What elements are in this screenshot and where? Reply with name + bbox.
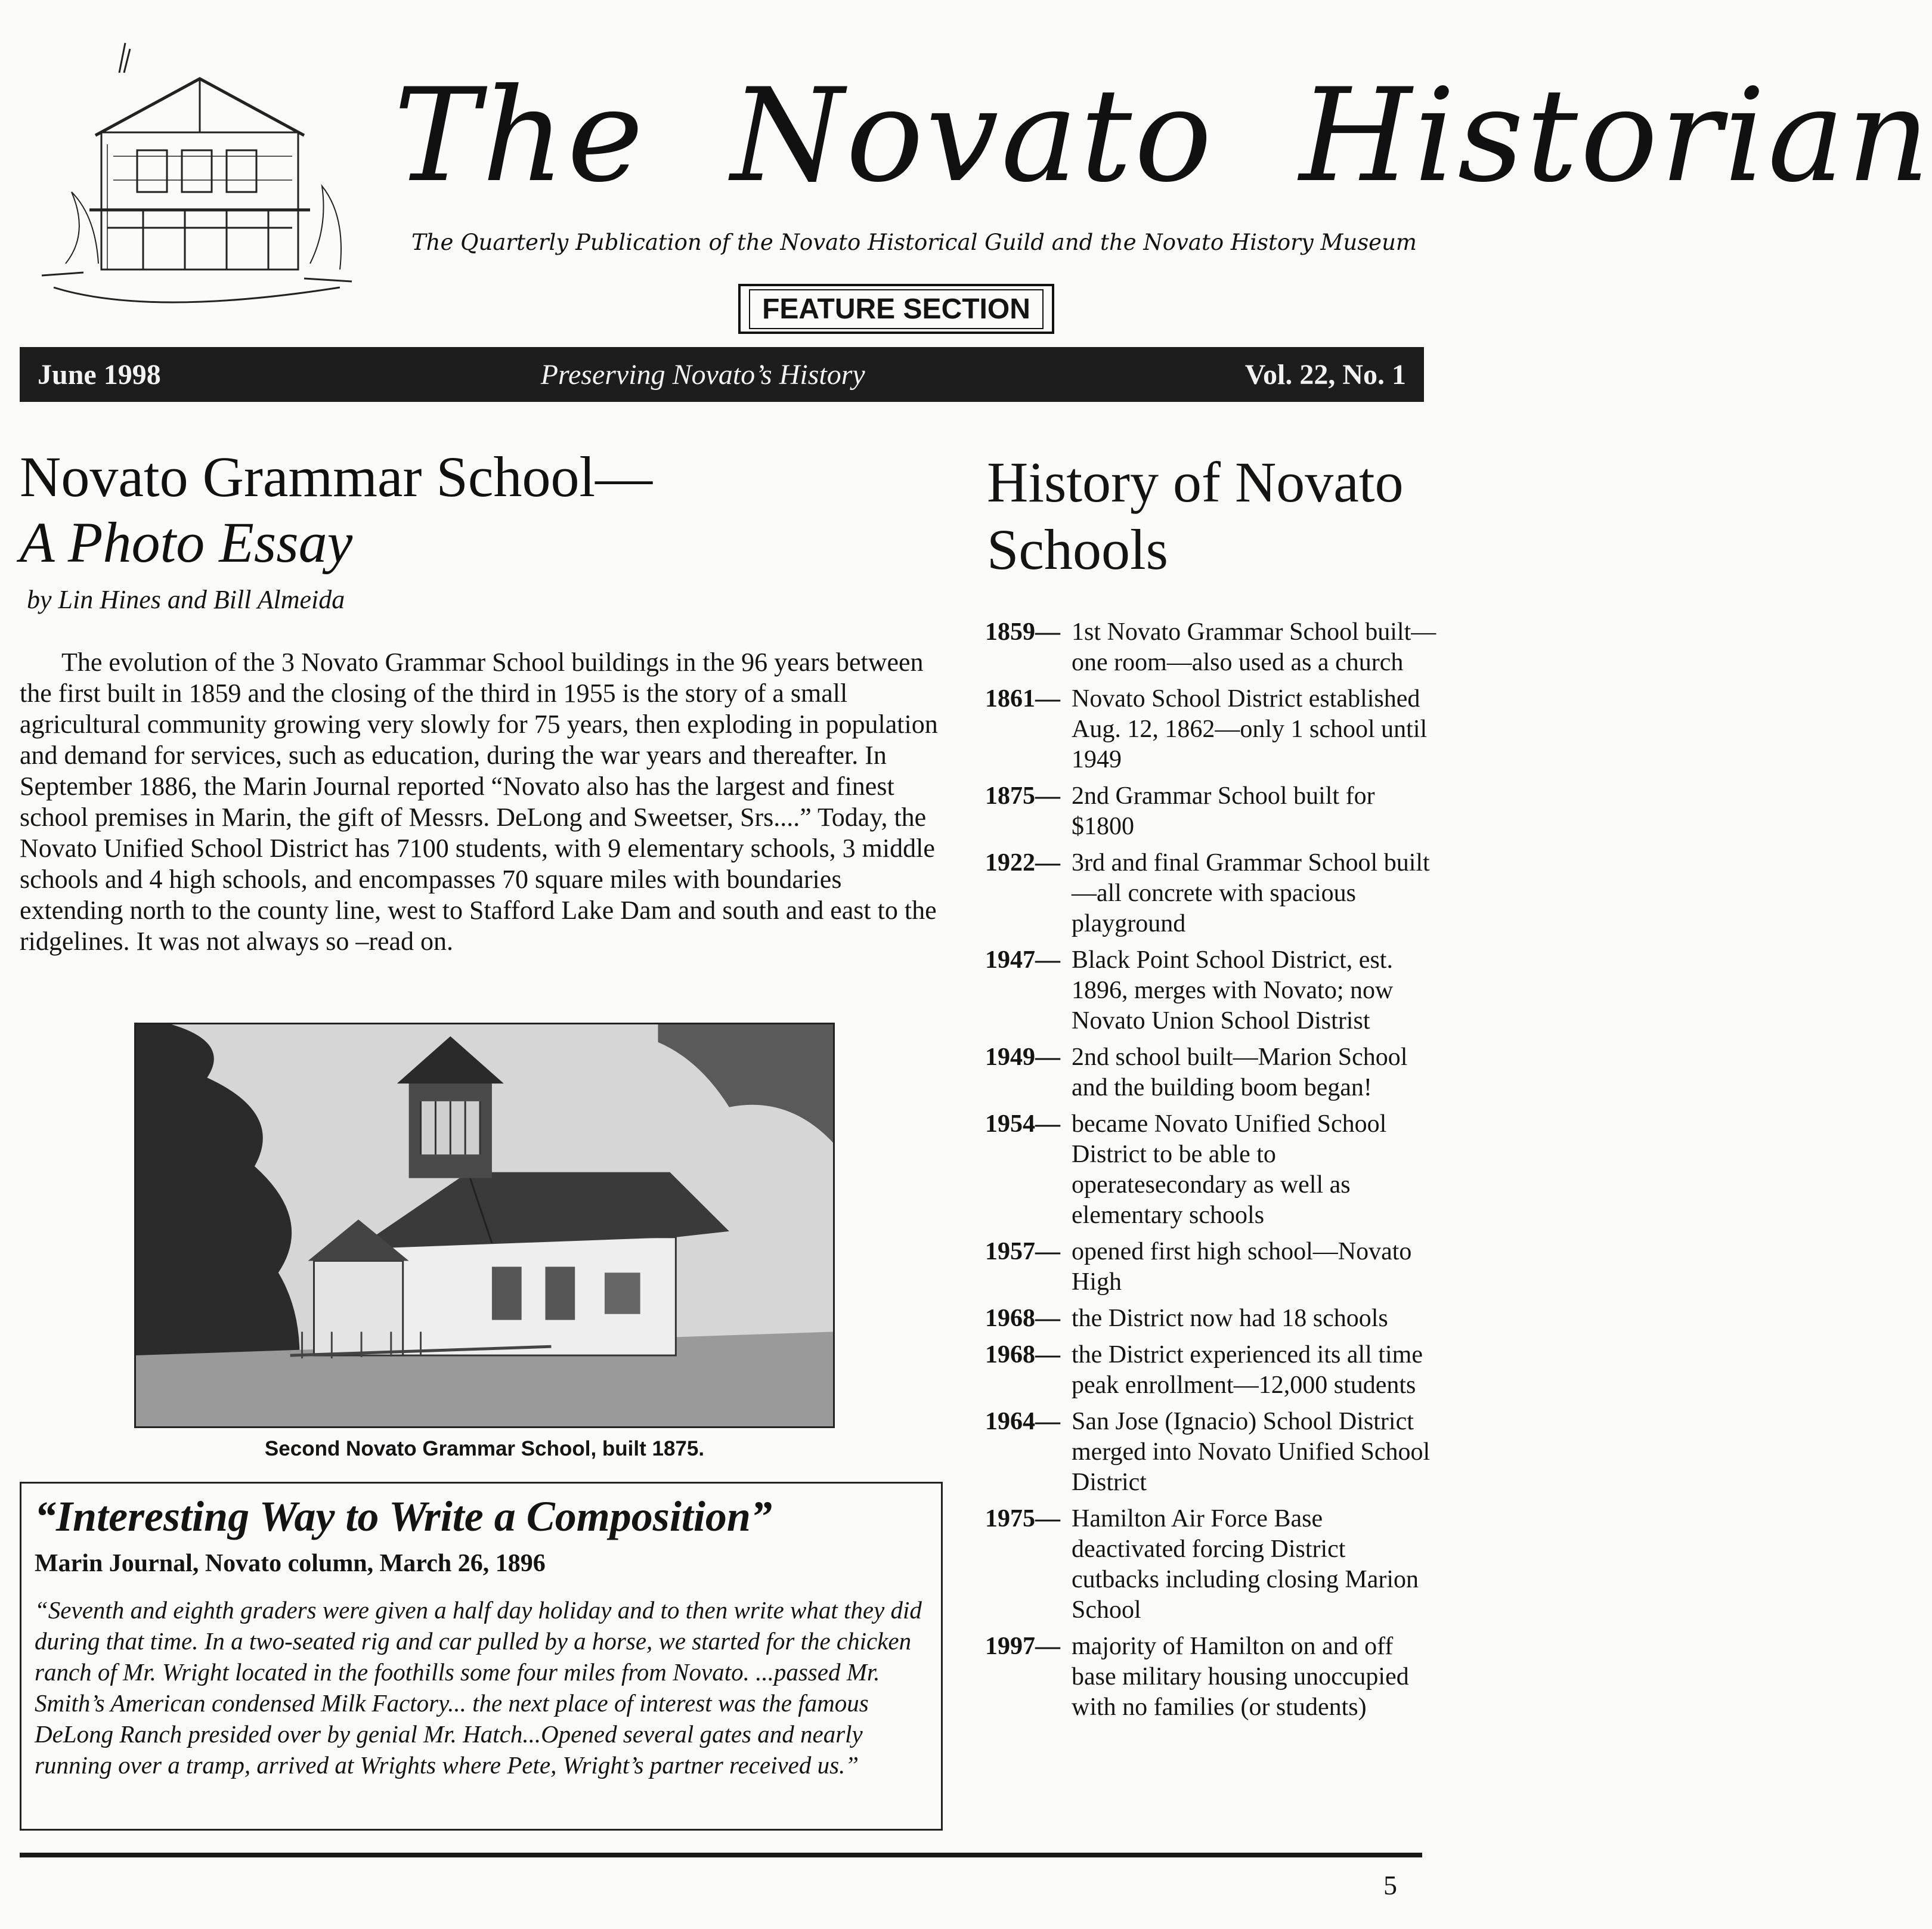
issue-date: June 1998: [38, 358, 161, 391]
feature-section-box: [738, 284, 1054, 334]
timeline-entry: [985, 1303, 1438, 1334]
timeline-year: 1949—: [985, 1044, 1060, 1071]
timeline-entry: [985, 1340, 1438, 1401]
timeline-year: 1947—: [985, 946, 1060, 974]
article-byline: by Lin Hines and Bill Almeida: [27, 585, 345, 614]
timeline-entry: [985, 945, 1438, 1036]
masthead-logo-sketch: [30, 37, 364, 329]
timeline-entry: [985, 1042, 1438, 1103]
timeline-text: majority of Hamilton on and off base military housing unoccupied with no families (or students): [1072, 1633, 1409, 1721]
timeline-year: 1859—: [985, 618, 1060, 646]
timeline-text: the District now had 18 schools: [1072, 1305, 1388, 1332]
photo-caption: Second Novato Grammar School, built 1875.: [264, 1437, 705, 1460]
footer-rule: [20, 1853, 1422, 1857]
history-timeline: [985, 617, 1438, 1729]
timeline-text: opened first high school—Novato High: [1072, 1238, 1412, 1296]
issue-tagline: Preserving Novato’s History: [540, 358, 865, 391]
timeline-text: San Jose (Ignacio) School District merged into Novato Unified School District: [1072, 1408, 1431, 1496]
timeline-year: 1968—: [985, 1341, 1060, 1368]
timeline-year: 1957—: [985, 1238, 1060, 1265]
timeline-entry: [985, 781, 1438, 842]
quote-source: Marin Journal, Novato column, March 26, 1896: [35, 1550, 546, 1577]
timeline-year: 1861—: [985, 685, 1060, 713]
history-title: History of Novato Schools: [987, 450, 1404, 582]
timeline-text: 2nd school built—Marion School and the building boom began!: [1072, 1044, 1408, 1101]
quote-title: “Interesting Way to Write a Composition”: [35, 1493, 772, 1540]
timeline-year: 1997—: [985, 1633, 1060, 1660]
timeline-entry: [985, 1504, 1438, 1625]
schoolhouse-photo: [134, 1023, 835, 1428]
quote-text: “Seventh and eighth graders were given a half day holiday and to then write what they did during that time. In a two-seated rig and car pulled by a horse, we started for the chicken ranch of Mr. Wright located in the foothills some four miles from Novato. ...passed Mr. Smith’s American condensed Milk Factory... the next place of interest was the famous DeLong Ranch presided over by genial Mr. Hatch...Opened several gates and nearly running over a tramp, arrived at Wrights where Pete, Wright’s partner received us.”: [35, 1596, 922, 1779]
timeline-text: Black Point School District, est. 1896, merges with Novato; now Novato Union School Distrist: [1072, 946, 1394, 1035]
timeline-year: 1964—: [985, 1408, 1060, 1435]
timeline-entry: [985, 848, 1438, 939]
timeline-entry: [985, 617, 1438, 678]
timeline-text: Hamilton Air Force Base deactivated forcing District cutbacks including closing Marion School: [1072, 1505, 1419, 1624]
timeline-year: 1975—: [985, 1505, 1060, 1532]
feature-section-label: FEATURE SECTION: [749, 289, 1044, 329]
article-title: [20, 444, 944, 576]
timeline-year: 1968—: [985, 1305, 1060, 1332]
article-intro: The evolution of the 3 Novato Grammar School buildings in the 96 years between the first built in 1859 and the closing of the third in 1955 is the story of a small agricultural community growing very slowly for 75 years, then exploding in population and demand for services, such as education, during the war years and thereafter. In September 1886, the Marin Journal reported “Novato also has the largest and finest school premises in Marin, the gift of Messrs. DeLong and Sweetser, Srs....” Today, the Novato Unified School District has 7100 students, with 9 elementary schools, 3 middle schools and 4 high schools, and encompasses 70 square miles with boundaries extending north to the county line, west to Stafford Lake Dam and south and east to the ridgelines. It was not always so –read on.: [20, 648, 938, 956]
issue-volume: Vol. 22, No. 1: [1244, 358, 1406, 391]
timeline-text: became Novato Unified School District to be able to operatesecondary as well as elementary schools: [1072, 1110, 1387, 1229]
timeline-entry: [985, 684, 1438, 775]
page-number: 5: [1383, 1870, 1397, 1900]
timeline-entry: [985, 1631, 1438, 1723]
timeline-text: Novato School District established Aug. 12, 1862—only 1 school until 1949: [1072, 685, 1428, 773]
timeline-text: 2nd Grammar School built for $1800: [1072, 782, 1375, 840]
timeline-text: 3rd and final Grammar School built—all concrete with spacious playground: [1072, 849, 1430, 937]
quote-box: [20, 1482, 943, 1831]
masthead-subtitle: The Quarterly Publication of the Novato Historical Guild and the Novato History Museum: [411, 230, 1417, 255]
masthead-title: The Novato Historian: [394, 61, 1932, 210]
timeline-year: 1954—: [985, 1110, 1060, 1138]
timeline-text: the District experienced its all time peak enrollment—12,000 students: [1072, 1341, 1423, 1399]
timeline-entry: [985, 1109, 1438, 1231]
timeline-year: 1875—: [985, 782, 1060, 810]
timeline-text: 1st Novato Grammar School built—one room—also used as a church: [1072, 618, 1436, 676]
timeline-year: 1922—: [985, 849, 1060, 877]
article-title-line2: A Photo Essay: [20, 510, 353, 575]
timeline-entry: [985, 1407, 1438, 1498]
timeline-entry: [985, 1237, 1438, 1298]
article-title-line1: Novato Grammar School—: [20, 445, 653, 509]
issue-banner: [20, 347, 1424, 402]
